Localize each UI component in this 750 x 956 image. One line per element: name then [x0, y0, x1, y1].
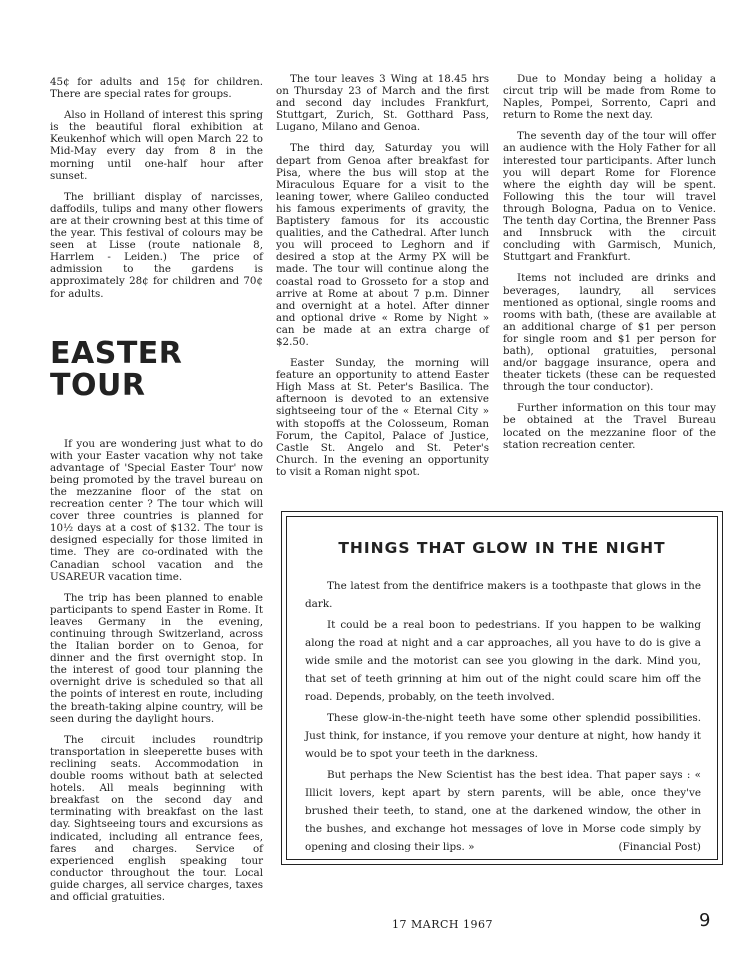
- paragraph: Further information on this tour may be obtained at the Travel Bureau located on the mezzanine floor of the station recreation center.: [503, 402, 716, 451]
- paragraph: The circuit includes roundtrip transportation in sleeperette buses with reclining seats. Accommodation in double rooms without bath at selected hotels. All meals beginning with breakfast on the second day and terminating with breakfast on the last day. Sightseeing tours and excursions as indicated, including all entrance fees, fares and charges. Service of experienced english speaking tour conductor throughout the tour. Local guide charges, all service charges, taxes and official gratuities.: [50, 733, 263, 903]
- box-paragraph: [305, 766, 701, 856]
- column-1: [50, 76, 263, 912]
- box-paragraph-text: But perhaps the New Scientist has the best idea. That paper says : « Illicit lovers, kept apart by stern parents, will be able, once they've brushed their teeth, to stand, one at the darkened window, the other in the bushes, and exchange hot messages of love in Morse code simply by opening and closing their lips. »: [305, 769, 701, 853]
- paragraph: The trip has been planned to enable participants to spend Easter in Rome. It leaves Germany in the evening, continuing through Switzerland, across the Italian border on to Genoa, for dinner and the first overnight stop. In the interest of good tour planning the overnight drive is scheduled so that all the points of interest en route, including the breath-taking alpine country, will be seen during the daylight hours.: [50, 591, 263, 725]
- box-paragraph: The latest from the dentifrice makers is a toothpaste that glows in the dark.: [305, 580, 701, 610]
- paragraph: The seventh day of the tour will offer an audience with the Holy Father for all interested tour participants. After lunch you will depart Rome for Florence where the eighth day will be spent. Following this the tour will travel through Bologna, Padua on to Venice. The tenth day Cortina, the Brenner Pass and Innsbruck with the circuit concluding with Garmisch, Munich, Stuttgart and Frankfurt.: [503, 130, 716, 264]
- page-number: 9: [699, 910, 711, 931]
- paragraph: The tour leaves 3 Wing at 18.45 hrs on Thursday 23 of March and the first and second day includes Frankfurt, Stuttgart, Zurich, St. Gotthard Pass, Lugano, Milano and Genoa.: [276, 73, 489, 134]
- easter-tour-heading: EASTER TOUR: [50, 335, 183, 403]
- paragraph: Also in Holland of interest this spring is the beautiful floral exhibition at Keukenhof which will open March 22 to Mid-May every day from 8 in the morning until one-half hour after sunset.: [50, 109, 263, 182]
- box-paragraph: It could be a real boon to pedestrians. If you happen to be walking along the road at night and a car approaches, all you have to do is give a wide smile and the motorist can see you glowing in the dark. Mind you, that set of teeth grinning at him out of the night could scare him off the road. Depends, probably, on the teeth involved.: [305, 619, 701, 703]
- box-body: [305, 577, 701, 859]
- paragraph: Easter Sunday, the morning will feature an opportunity to attend Easter High Mass at St. Peter's Basilica. The afternoon is devoted to an extensive sightseeing tour of the « Eternal City » with stopoffs at the Colosseum, Roman Forum, the Capitol, Palace of Justice, Castle St. Angelo and St. Peter's Church. In the evening an opportunity to visit a Roman night spot.: [276, 357, 489, 478]
- sidebar-box: [281, 511, 723, 865]
- box-paragraph: These glow-in-the-night teeth have some other splendid possibilities. Just think, for instance, if you remove your denture at night, how handy it would be to spot your teeth in the darkness.: [305, 712, 701, 760]
- column-2: [276, 73, 489, 487]
- paragraph: Items not included are drinks and beverages, laundry, all services mentioned as optional, single rooms and rooms with bath, (these are available at an additional charge of $1 per person for single room and $1 per person for bath), optional gratuities, personal and/or baggage insurance, opera and theater tickets (these can be requested through the tour conductor).: [503, 272, 716, 394]
- column-3: [503, 73, 716, 460]
- box-source: (Financial Post): [618, 841, 701, 853]
- paragraph: The brilliant display of narcisses, daffodils, tulips and many other flowers are at their crowning best at this time of the year. This festival of colours may be seen at Lisse (route nationale 8, Harrlem - Leiden.) The price of admission to the gardens is approximately 28¢ for children and 70¢ for adults.: [50, 190, 263, 300]
- paragraph: The third day, Saturday you will depart from Genoa after breakfast for Pisa, where the bus will stop at the Miraculous Equare for a visit to the leaning tower, where Galileo conducted his famous experiments of gravity, the Baptistery famous for its accoustic qualities, and the Cathedral. After lunch you will proceed to Leghorn and if desired a stop at the Army PX will be made. The tour will continue along the coastal road to Grosseto for a stop and arrive at Rome at about 7 p.m. Dinner and overnight at a hotel. After dinner and optional drive « Rome by Night » can be made at an extra charge of $2.50.: [276, 142, 489, 348]
- sidebar-box-inner-border: [286, 516, 718, 860]
- paragraph: 45¢ for adults and 15¢ for children. There are special rates for groups.: [50, 76, 263, 101]
- footer-date: 17 MARCH 1967: [392, 918, 493, 931]
- paragraph: Due to Monday being a holiday a circut trip will be made from Rome to Naples, Pompei, Sorrento, Capri and return to Rome the next day.: [503, 73, 716, 122]
- paragraph: If you are wondering just what to do with your Easter vacation why not take advantage of 'Special Easter Tour' now being promoted by the travel bureau on the mezzanine floor of the stat on recreation center ? The tour which will cover three countries is planned for 10½ days at a cost of $132. The tour is designed especially for those limited in time. They are co-ordinated with the Canadian school vacation and the USAREUR vacation time.: [50, 437, 263, 583]
- box-title: THINGS THAT GLOW IN THE NIGHT: [338, 539, 666, 557]
